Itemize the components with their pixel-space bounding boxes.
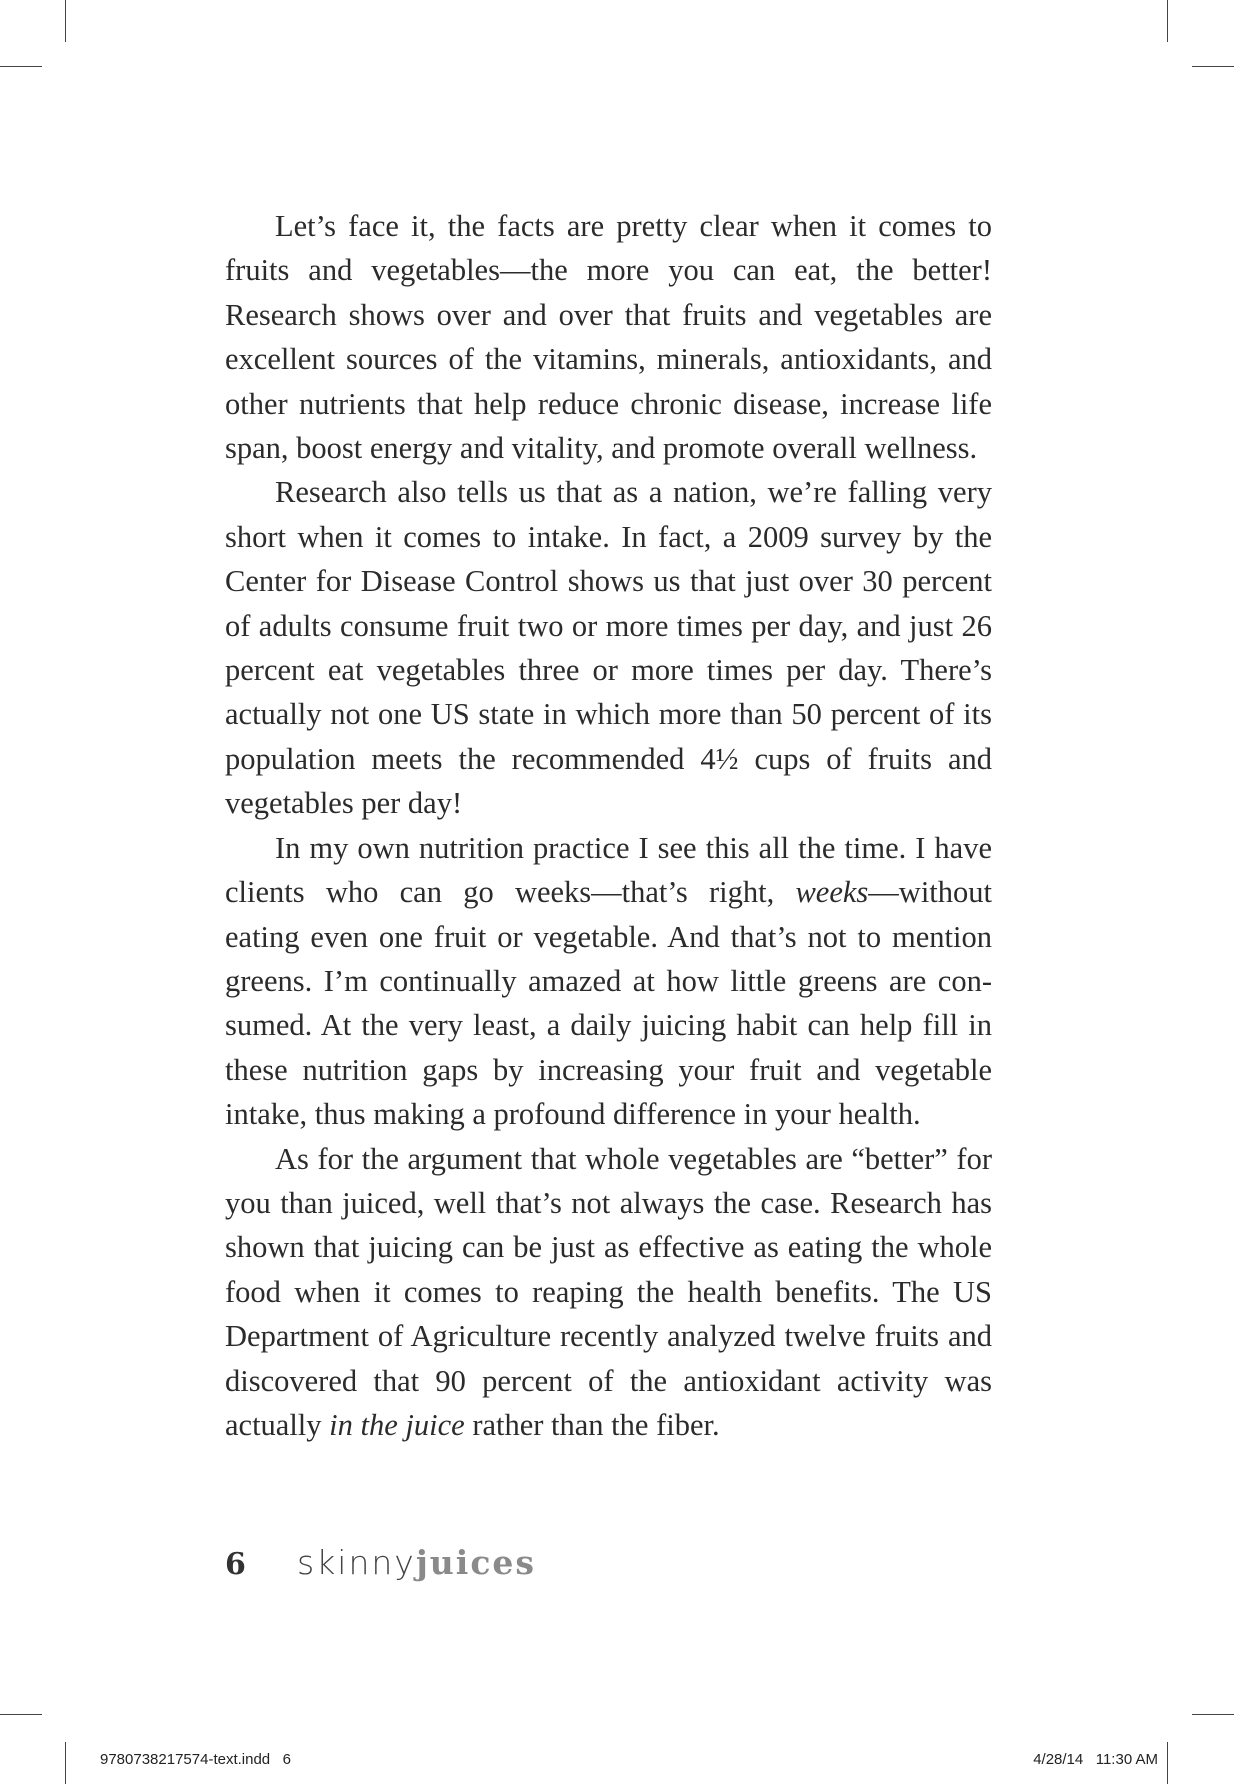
slug-file-info: 9780738217574-text.indd 6 xyxy=(100,1751,291,1768)
paragraph-3-emphasis: weeks xyxy=(795,875,869,910)
paragraph-4-text-b: rather than the fiber. xyxy=(464,1407,720,1442)
paragraph-4-text-a: As for the argument that whole vegetables are “better” for you than juiced, well that’s not always the case. Research has shown that juicing can be just as effective as eating the whole food when it comes to reaping the health benefits. The US Department of Agriculture recently analyzed twelve fruits and discovered that 90 percent of the antioxidant activity was actually xyxy=(225,1141,992,1442)
running-title-bold: juices xyxy=(415,1543,536,1582)
running-title-light: skinny xyxy=(297,1543,416,1582)
crop-mark-top-left-h xyxy=(0,66,42,67)
page-number: 6 xyxy=(225,1547,246,1582)
crop-mark-bottom-left xyxy=(65,1742,66,1784)
crop-mark-bottom-right xyxy=(1167,1742,1168,1784)
paragraph-4 xyxy=(225,1137,992,1448)
paragraph-2: Research also tells us that as a nation, we’re falling very short when it comes to intake. In fact, a 2009 survey by the Center for Disease Control shows us that just over 30 percent of adults consume fruit two or more times per day, and just 26 percent eat vegetables three or more times per day. There’s actually not one US state in which more than 50 percent of its population meets the recommended 4½ cups of fruits and vegetables per day! xyxy=(225,475,992,821)
paragraph-3-text-b: —without eating even one fruit or vegetable. And that’s not to mention greens. I’m continually amazed at how little greens are consumed. At the very least, a daily juicing habit can help fill in these nutrition gaps by increasing your fruit and vegetable intake, thus making a profound difference in your health. xyxy=(225,875,992,1132)
paragraph-3 xyxy=(225,826,992,1137)
crop-mark-top-right xyxy=(1167,0,1168,42)
crop-mark-bottom-right-h xyxy=(1192,1714,1234,1715)
crop-mark-bottom-left-h xyxy=(0,1714,42,1715)
slug-date-time: 4/28/14 11:30 AM xyxy=(1033,1751,1158,1768)
page-folio xyxy=(225,1543,536,1593)
paragraph-3-text-a: In my own nutrition practice I see this all the time. I have clients who can go weeks—that’s right, xyxy=(225,830,992,910)
crop-mark-top-left xyxy=(65,0,66,42)
crop-mark-top-right-h xyxy=(1192,66,1234,67)
running-title xyxy=(297,1543,536,1582)
body-text xyxy=(225,204,992,1447)
paragraph-1: Let’s face it, the facts are pretty clear when it comes to fruits and vegetables—the more you can eat, the better! Research shows over and over that fruits and vegetables are excellent sources of the vitamins, minerals, antioxidants, and other nutrients that help reduce chronic disease, increase life span, boost energy and vitality, and promote overall wellness. xyxy=(225,209,992,466)
paragraph-4-emphasis: in the juice xyxy=(329,1407,465,1442)
